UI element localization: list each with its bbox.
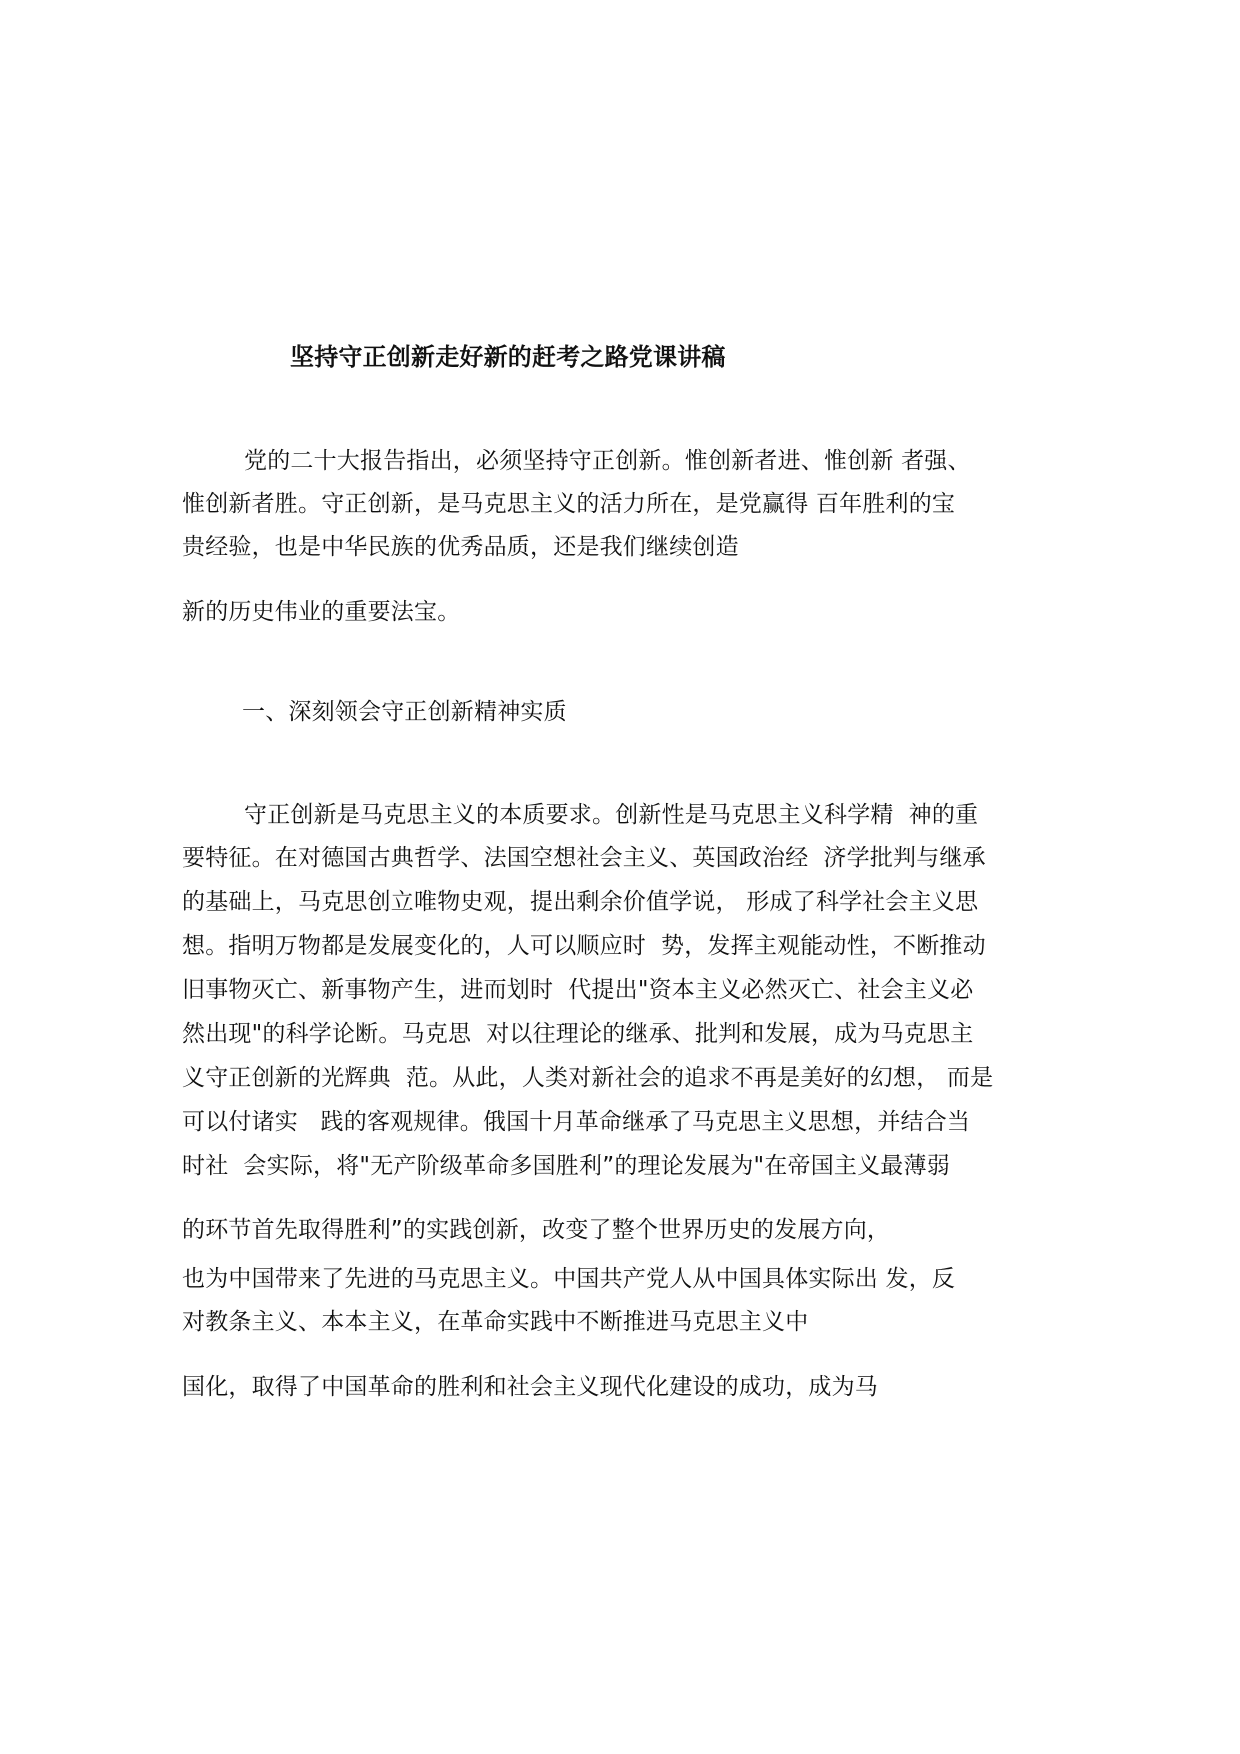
body-line: 守正创新是马克思主义的本质要求。创新性是马克思主义科学精 神的重 <box>244 802 979 828</box>
body-line: 的环节首先取得胜利”的实践创新，改变了整个世界历史的发展方向， <box>182 1217 891 1243</box>
body-line: 想。指明万物都是发展变化的，人可以顺应时 势，发挥主观能动性，不断推动 <box>182 933 986 959</box>
section-heading: 一、深刻领会守正创新精神实质 <box>242 699 567 725</box>
intro-line: 党的二十大报告指出，必须坚持守正创新。惟创新者进、惟创新 者强、 <box>244 448 971 474</box>
document-title: 坚持守正创新走好新的赶考之路党课讲稿 <box>290 343 726 371</box>
intro-line: 贵经验，也是中华民族的优秀品质，还是我们继续创造 <box>182 534 739 560</box>
intro-line: 惟创新者胜。守正创新，是马克思主义的活力所在，是党赢得 百年胜利的宝 <box>182 491 956 517</box>
body-line: 义守正创新的光辉典 范。从此，人类对新社会的追求不再是美好的幻想， 而是 <box>182 1065 994 1091</box>
intro-line: 新的历史伟业的重要法宝。 <box>182 599 461 625</box>
body-line: 可以付诸实 践的客观规律。俄国十月革命继承了马克思主义思想，并结合当 <box>182 1109 971 1135</box>
body-line: 旧事物灭亡、新事物产生，进而划时 代提出"资本主义必然灭亡、社会主义必 <box>182 977 974 1003</box>
body-line: 也为中国带来了先进的马克思主义。中国共产党人从中国具体实际出 发，反 <box>182 1266 956 1292</box>
body-line: 然出现"的科学论断。马克思 对以往理论的继承、批判和发展，成为马克思主 <box>182 1021 974 1047</box>
body-line: 的基础上，马克思创立唯物史观，提出剩余价值学说， 形成了科学社会主义思 <box>182 889 979 915</box>
body-line: 时社 会实际，将"无产阶级革命多国胜利”的理论发展为"在帝国主义最薄弱 <box>182 1153 950 1179</box>
body-line: 国化，取得了中国革命的胜利和社会主义现代化建设的成功，成为马 <box>182 1374 878 1400</box>
body-line: 要特征。在对德国古典哲学、法国空想社会主义、英国政治经 济学批判与继承 <box>182 845 986 871</box>
body-line: 对教条主义、本本主义，在革命实践中不断推进马克思主义中 <box>182 1309 809 1335</box>
